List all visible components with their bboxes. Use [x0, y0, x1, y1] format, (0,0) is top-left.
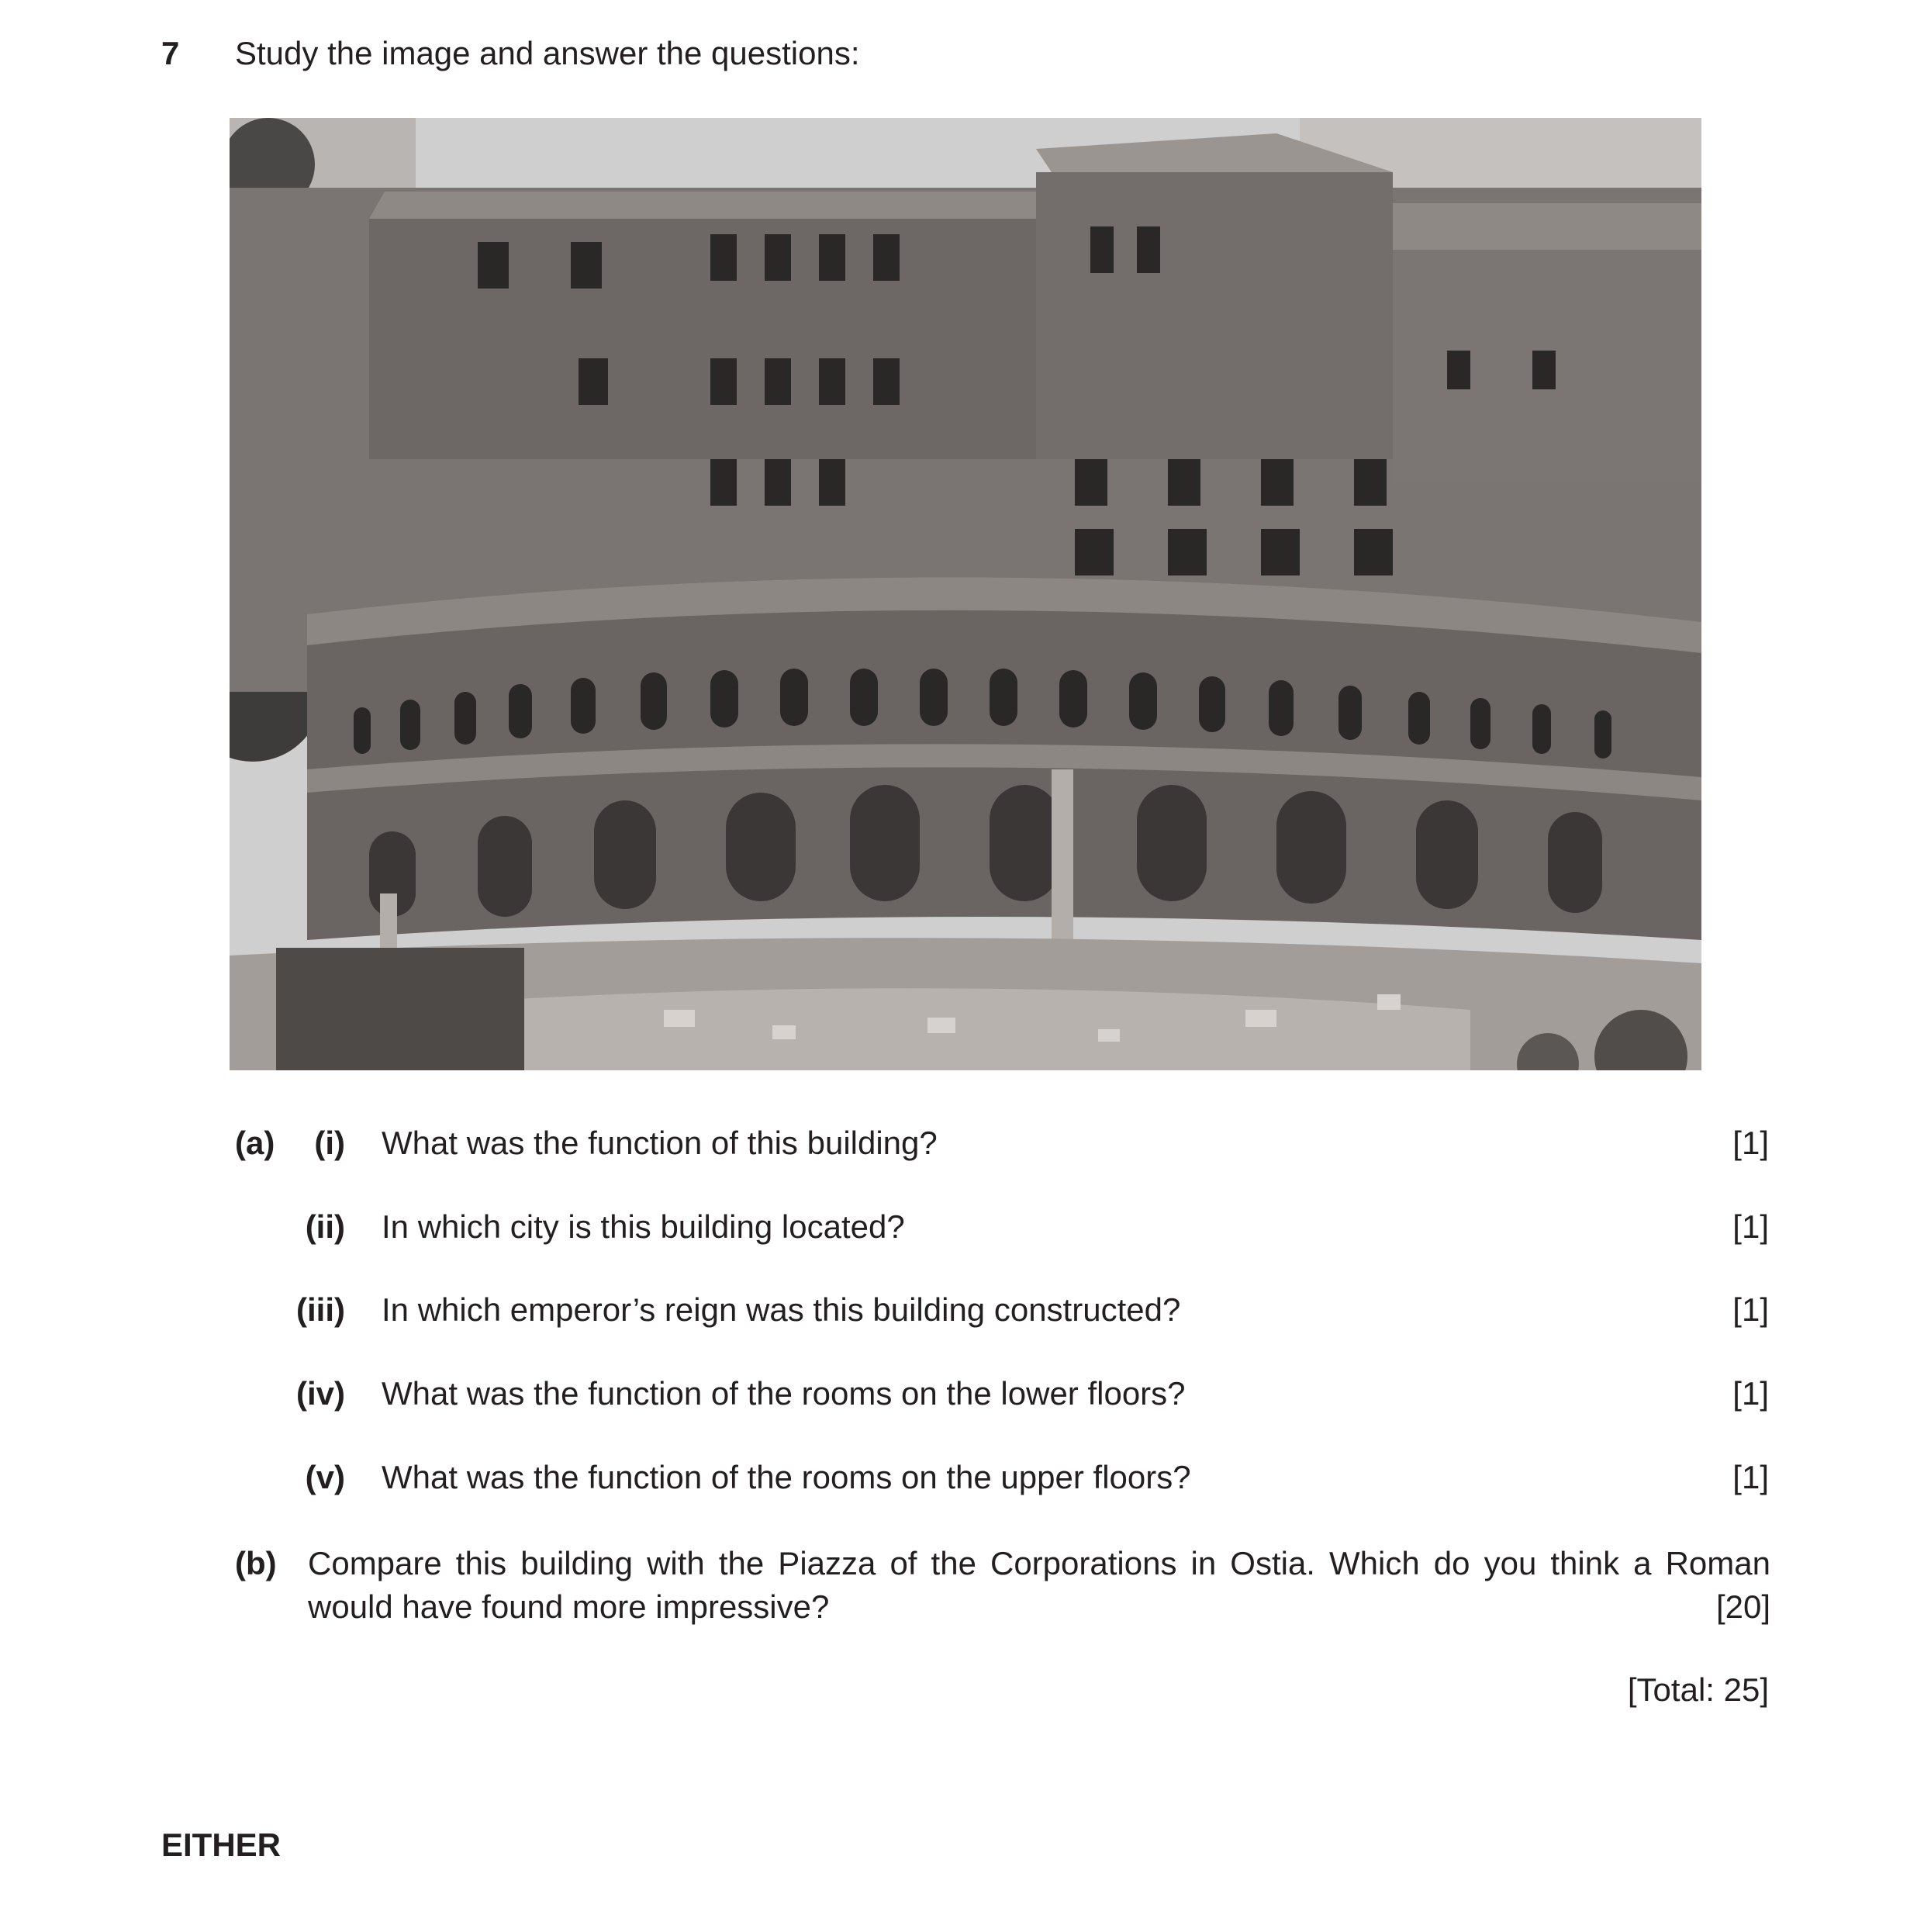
- roman-building-photo: [230, 118, 1701, 1070]
- question-text: What was the function of this building?: [382, 1125, 938, 1161]
- part-a-label: (a): [235, 1125, 275, 1161]
- question-text: In which city is this building located?: [382, 1208, 905, 1245]
- marks: [1]: [1732, 1375, 1769, 1412]
- total-marks: [Total: 25]: [1627, 1671, 1769, 1708]
- marks: [1]: [1732, 1459, 1769, 1495]
- sub-label: (ii): [305, 1208, 345, 1245]
- marks: [20]: [1715, 1588, 1770, 1625]
- question-text: What was the function of the rooms on the lower floors?: [382, 1375, 1186, 1412]
- sub-label: (iv): [296, 1375, 345, 1412]
- marks: [1]: [1732, 1291, 1769, 1328]
- question-a-iii: [0, 1291, 1924, 1338]
- sub-label: (iii): [296, 1291, 345, 1328]
- question-a-iv: [0, 1375, 1924, 1422]
- question-number: 7: [161, 35, 180, 71]
- question-text: In which emperor’s reign was this building constructed?: [382, 1291, 1181, 1328]
- question-a-v: [0, 1459, 1924, 1505]
- question-a-i: [0, 1125, 1924, 1171]
- sub-label: (i): [314, 1125, 345, 1161]
- question-prompt: Study the image and answer the questions:: [235, 35, 860, 71]
- either-heading: EITHER: [161, 1827, 282, 1863]
- sub-label: (v): [305, 1459, 345, 1495]
- part-b-label: (b): [235, 1545, 277, 1581]
- question-b-text: Compare this building with the Piazza of the Corporations in Ostia. Which do you think a Roman would have found more impressive?: [308, 1545, 1770, 1625]
- question-text: What was the function of the rooms on the upper floors?: [382, 1459, 1191, 1495]
- marks: [1]: [1732, 1208, 1769, 1245]
- marks: [1]: [1732, 1125, 1769, 1161]
- question-a-ii: [0, 1208, 1924, 1255]
